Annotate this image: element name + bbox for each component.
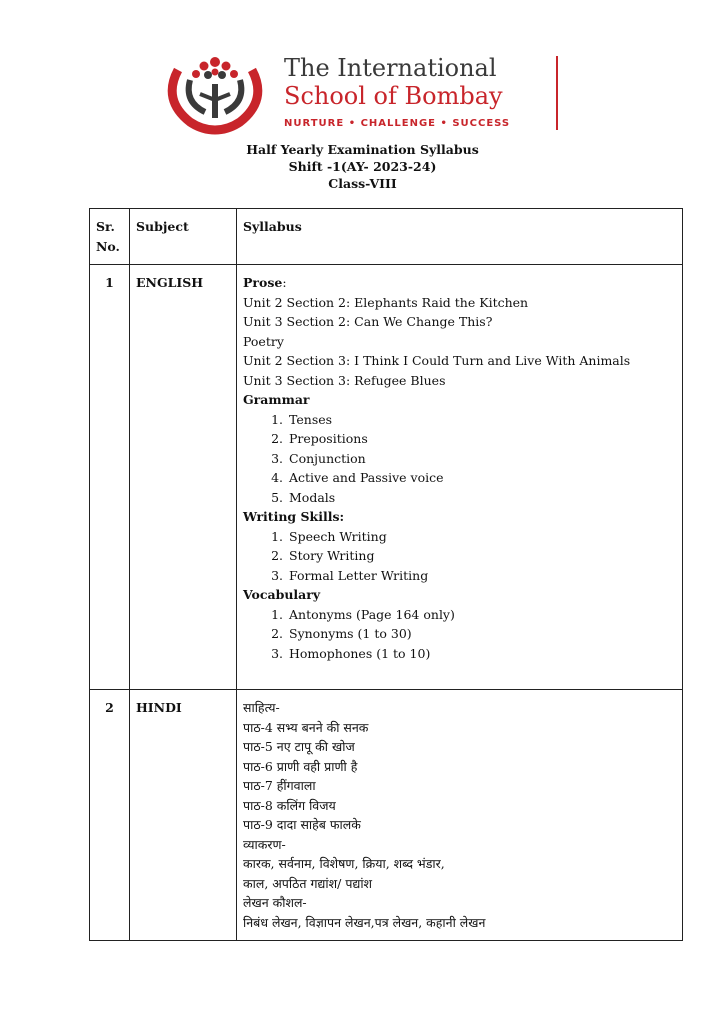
hindi-line: व्याकरण-: [243, 836, 286, 852]
header-syllabus: Syllabus: [237, 209, 683, 265]
header-sr-no: Sr. No.: [90, 209, 130, 265]
sr-no-cell: 2: [90, 690, 130, 941]
school-name-line1: The International: [284, 54, 497, 82]
list-item: 2. Prepositions: [287, 429, 676, 449]
hindi-line: पाठ-4 सभ्य बनने की सनक: [243, 719, 369, 735]
prose-label: Prose: [243, 275, 283, 290]
list-item: 5. Modals: [287, 488, 676, 508]
hindi-line: पाठ-7 हींगवाला: [243, 778, 316, 793]
vocabulary-heading: Vocabulary: [243, 587, 321, 602]
list-item: 4. Active and Passive voice: [287, 468, 676, 488]
tree-hands-logo-icon: [160, 50, 270, 135]
sr-no-cell: 1: [90, 265, 130, 690]
syllabus-cell: [237, 690, 683, 941]
list-item: 2. Synonyms (1 to 30): [287, 624, 676, 644]
writing-skills-list: [243, 527, 676, 586]
list-item: 3. Conjunction: [287, 449, 676, 469]
hindi-line: काल, अपठित गद्यांश/ पद्यांश: [243, 875, 373, 891]
prose-colon: :: [282, 275, 287, 290]
school-tagline: NURTURE • CHALLENGE • SUCCESS: [284, 118, 511, 129]
subject-cell: ENGLISH: [130, 265, 237, 690]
list-item: Unit 3 Section 2: Can We Change This?: [243, 314, 493, 329]
subject-cell: HINDI: [130, 690, 237, 941]
table-row: [90, 690, 683, 941]
exam-title: Half Yearly Examination Syllabus: [246, 142, 479, 157]
prose-heading: [243, 273, 676, 293]
hindi-line: पाठ-6 प्राणी वही प्राणी है: [243, 758, 358, 774]
hindi-line: निबंध लेखन, विज्ञापन लेखन,पत्र लेखन, कहानी लेखन: [243, 914, 486, 930]
header-subject: Subject: [130, 209, 237, 265]
poetry-heading: Poetry: [243, 333, 284, 349]
shift-title: Shift -1(AY- 2023-24): [288, 159, 437, 174]
syllabus-table: [89, 208, 683, 941]
writing-skills-heading: Writing Skills:: [243, 509, 345, 524]
document-heading: [0, 141, 725, 192]
list-item: 2. Story Writing: [287, 546, 676, 566]
school-name: [284, 54, 503, 110]
list-item: 1. Speech Writing: [287, 527, 676, 547]
hindi-line: लेखन कौशल-: [243, 895, 307, 910]
hindi-line: साहित्य-: [243, 700, 280, 715]
hindi-line: पाठ-8 कलिंग विजय: [243, 797, 336, 813]
hindi-line: कारक, सर्वनाम, विशेषण, क्रिया, शब्द भंडार,: [243, 856, 445, 871]
hindi-line: पाठ-9 दादा साहेब फालके: [243, 817, 361, 832]
vocabulary-list: [243, 605, 676, 664]
list-item: 3. Formal Letter Writing: [287, 566, 676, 586]
table-row: [90, 265, 683, 690]
syllabus-cell: [237, 265, 683, 690]
list-item: 3. Homophones (1 to 10): [287, 644, 676, 664]
list-item: 1. Tenses: [287, 410, 676, 430]
list-item: Unit 2 Section 2: Elephants Raid the Kitchen: [243, 294, 529, 310]
school-header: [160, 50, 570, 135]
list-item: Unit 3 Section 3: Refugee Blues: [243, 372, 446, 388]
logo-divider: [556, 56, 558, 130]
grammar-list: [243, 410, 676, 508]
list-item: Unit 2 Section 3: I Think I Could Turn and Live With Animals: [243, 353, 631, 368]
school-name-line2: School of Bombay: [284, 82, 503, 110]
class-title: Class-VIII: [328, 176, 397, 191]
list-item: 1. Antonyms (Page 164 only): [287, 605, 676, 625]
hindi-line: पाठ-5 नए टापू की खोज: [243, 739, 355, 754]
grammar-heading: Grammar: [243, 392, 310, 407]
table-header-row: [90, 209, 683, 265]
